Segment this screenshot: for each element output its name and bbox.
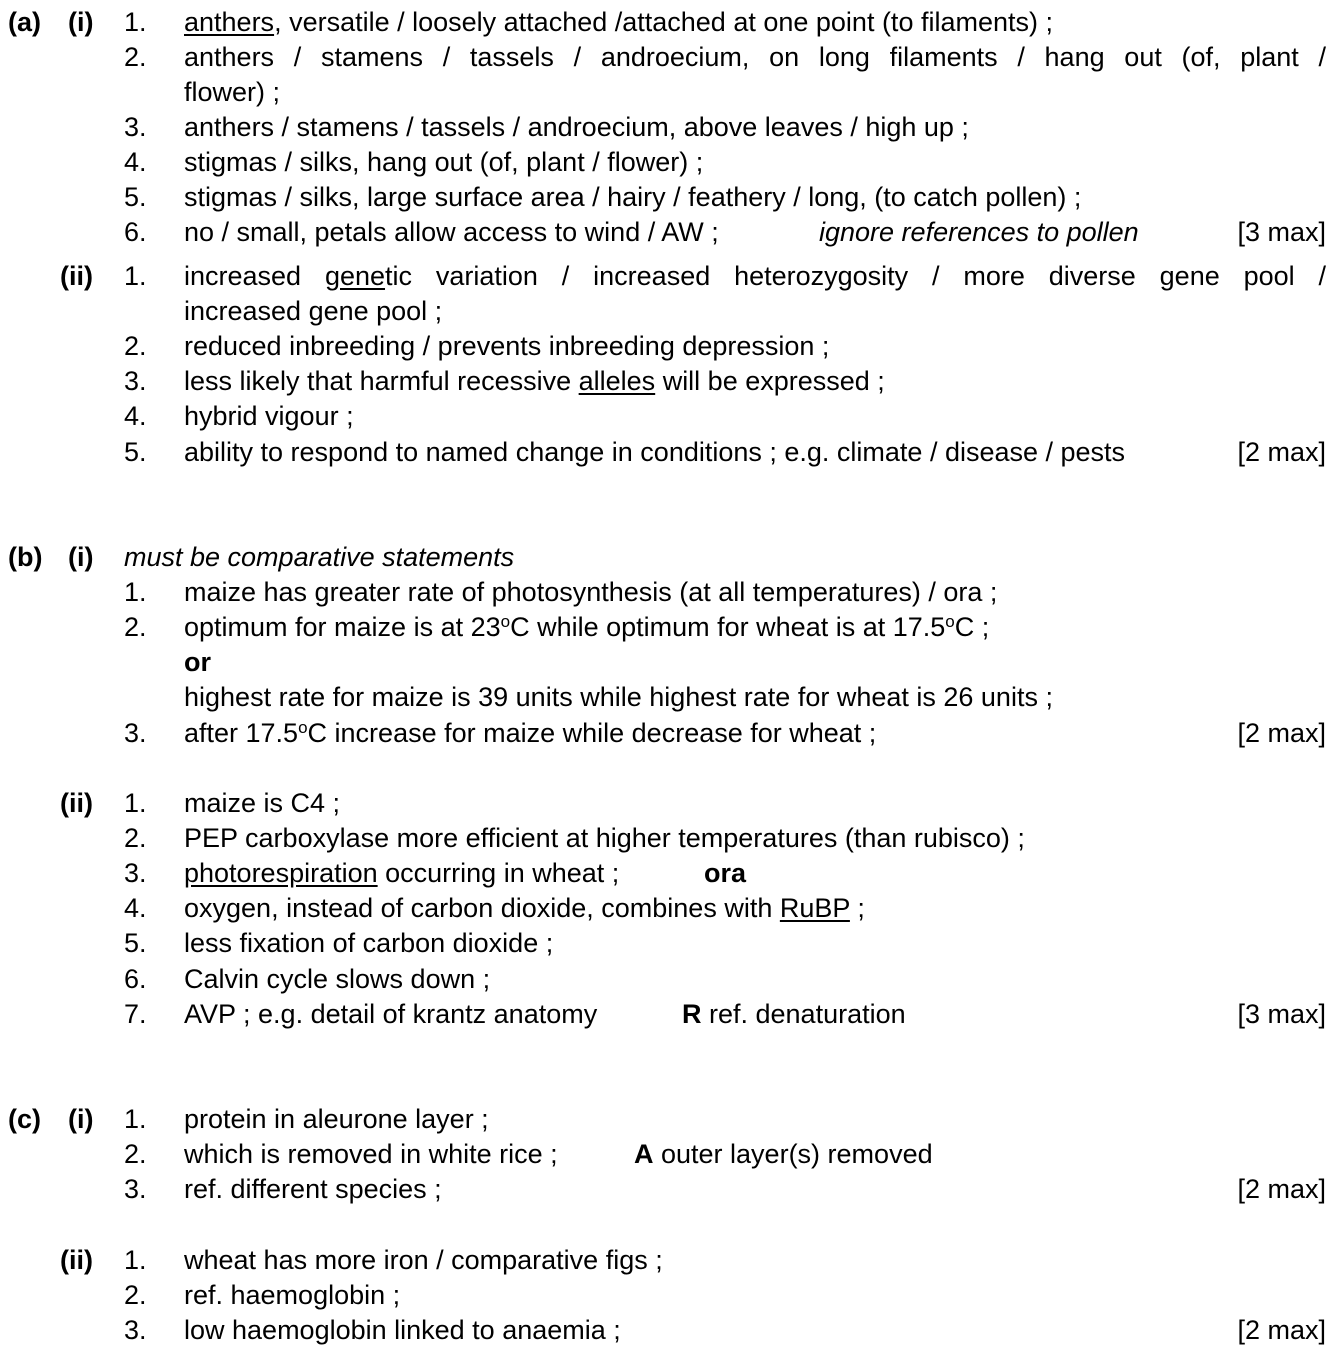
bold-note: R (682, 999, 702, 1029)
item-number: 6. (124, 217, 147, 247)
item-number: 2. (124, 612, 147, 642)
part-a-ii-label: (ii) (60, 261, 93, 291)
part-a-label: (a) (8, 7, 41, 37)
answer-line-alternative: highest rate for maize is 39 units while highest rate for wheat is 26 units ; (184, 682, 1053, 712)
answer-line: less fixation of carbon dioxide ; (184, 928, 554, 958)
item-number: 5. (124, 437, 147, 467)
answer-line: no / small, petals allow access to wind / AW ; (184, 217, 719, 247)
item-number: 2. (124, 42, 147, 72)
answer-line: maize has greater rate of photosynthesis (at all temperatures) / ora ; (184, 577, 998, 607)
item-number: 1. (124, 1245, 147, 1275)
part-b-ii-label: (ii) (60, 788, 93, 818)
part-c-ii-label: (ii) (60, 1245, 93, 1275)
marks-allocation: [2 max] (1237, 1315, 1326, 1345)
item-number: 4. (124, 401, 147, 431)
answer-note: A outer layer(s) removed (634, 1139, 933, 1169)
answer-line: photorespiration occurring in wheat ; (184, 858, 620, 888)
underlined-keyword: anthers (184, 7, 275, 37)
answer-line: low haemoglobin linked to anaemia ; (184, 1315, 621, 1345)
item-number: 1. (124, 788, 147, 818)
answer-line: stigmas / silks, large surface area / hairy / feathery / long, (to catch pollen) ; (184, 182, 1082, 212)
bold-note: A (634, 1139, 654, 1169)
item-number: 2. (124, 331, 147, 361)
item-number: 2. (124, 1139, 147, 1169)
item-number: 3. (124, 858, 147, 888)
part-a-i-label: (i) (68, 7, 94, 37)
answer-line: increased genetic variation / increased heterozygosity / more diverse gene pool / (184, 261, 1326, 291)
answer-line: stigmas / silks, hang out (of, plant / flower) ; (184, 147, 704, 177)
item-number: 1. (124, 1104, 147, 1134)
answer-line: anthers / stamens / tassels / androecium, above leaves / high up ; (184, 112, 969, 142)
underlined-keyword: alleles (578, 366, 656, 396)
marks-allocation: [3 max] (1237, 217, 1326, 247)
answer-line: PEP carboxylase more efficient at higher temperatures (than rubisco) ; (184, 823, 1025, 853)
item-number: 1. (124, 261, 147, 291)
item-number: 3. (124, 366, 147, 396)
marks-allocation: [2 max] (1237, 1174, 1326, 1204)
or-connector: or (184, 647, 211, 677)
marks-allocation: [2 max] (1237, 437, 1326, 467)
answer-line: Calvin cycle slows down ; (184, 964, 491, 994)
underlined-keyword: photorespiration (184, 858, 378, 888)
part-c-label: (c) (8, 1104, 41, 1134)
part-c-i-label: (i) (68, 1104, 94, 1134)
item-number: 6. (124, 964, 147, 994)
examiner-instruction: must be comparative statements (124, 542, 515, 572)
answer-line: protein in aleurone layer ; (184, 1104, 489, 1134)
item-number: 1. (124, 7, 147, 37)
item-number: 2. (124, 823, 147, 853)
degree-sign: o (945, 612, 955, 631)
underlined-keyword: RuBP (779, 893, 850, 923)
answer-line-continued: increased gene pool ; (184, 296, 443, 326)
part-b-i-label: (i) (68, 542, 94, 572)
item-number: 2. (124, 1280, 147, 1310)
answer-line: ability to respond to named change in conditions ; e.g. climate / disease / pests (184, 437, 1126, 467)
item-number: 7. (124, 999, 147, 1029)
answer-line-continued: flower) ; (184, 77, 281, 107)
item-number: 4. (124, 893, 147, 923)
degree-sign: o (298, 718, 308, 737)
answer-line: after 17.5$^o$C increase for maize while decrease for wheat ; (184, 718, 877, 748)
degree-sign: o (500, 612, 511, 631)
answer-line: ref. haemoglobin ; (184, 1280, 401, 1310)
item-number: 3. (124, 1315, 147, 1345)
answer-line: wheat has more iron / comparative figs ; (184, 1245, 663, 1275)
item-number: 3. (124, 112, 147, 142)
answer-line: hybrid vigour ; (184, 401, 354, 431)
answer-line: which is removed in white rice ; (184, 1139, 558, 1169)
bold-note: ora (704, 858, 747, 888)
item-number: 3. (124, 1174, 147, 1204)
answer-line: ref. different species ; (184, 1174, 442, 1204)
answer-line: maize is C4 ; (184, 788, 341, 818)
underlined-keyword: gene (324, 261, 386, 291)
part-b-label: (b) (8, 542, 43, 572)
item-number: 5. (124, 182, 147, 212)
answer-line: AVP ; e.g. detail of krantz anatomy (184, 999, 598, 1029)
item-number: 5. (124, 928, 147, 958)
answer-line: oxygen, instead of carbon dioxide, combines with RuBP ; (184, 893, 865, 923)
marks-allocation: [3 max] (1237, 999, 1326, 1029)
answer-line: anthers, versatile / loosely attached /attached at one point (to filaments) ; (184, 7, 1053, 37)
examiner-note: ignore references to pollen (819, 217, 1139, 247)
item-number: 1. (124, 577, 147, 607)
item-number: 4. (124, 147, 147, 177)
item-number: 3. (124, 718, 147, 748)
answer-line: anthers / stamens / tassels / androecium, on long filaments / hang out (of, plant / (184, 42, 1326, 72)
marks-allocation: [2 max] (1237, 718, 1326, 748)
answer-line: optimum for maize is at 23$^o$C while optimum for wheat is at 17.5$^o$C ; (184, 612, 990, 642)
answer-line: reduced inbreeding / prevents inbreeding depression ; (184, 331, 830, 361)
answer-line: less likely that harmful recessive alleles will be expressed ; (184, 366, 885, 396)
answer-note: R ref. denaturation (682, 999, 906, 1029)
